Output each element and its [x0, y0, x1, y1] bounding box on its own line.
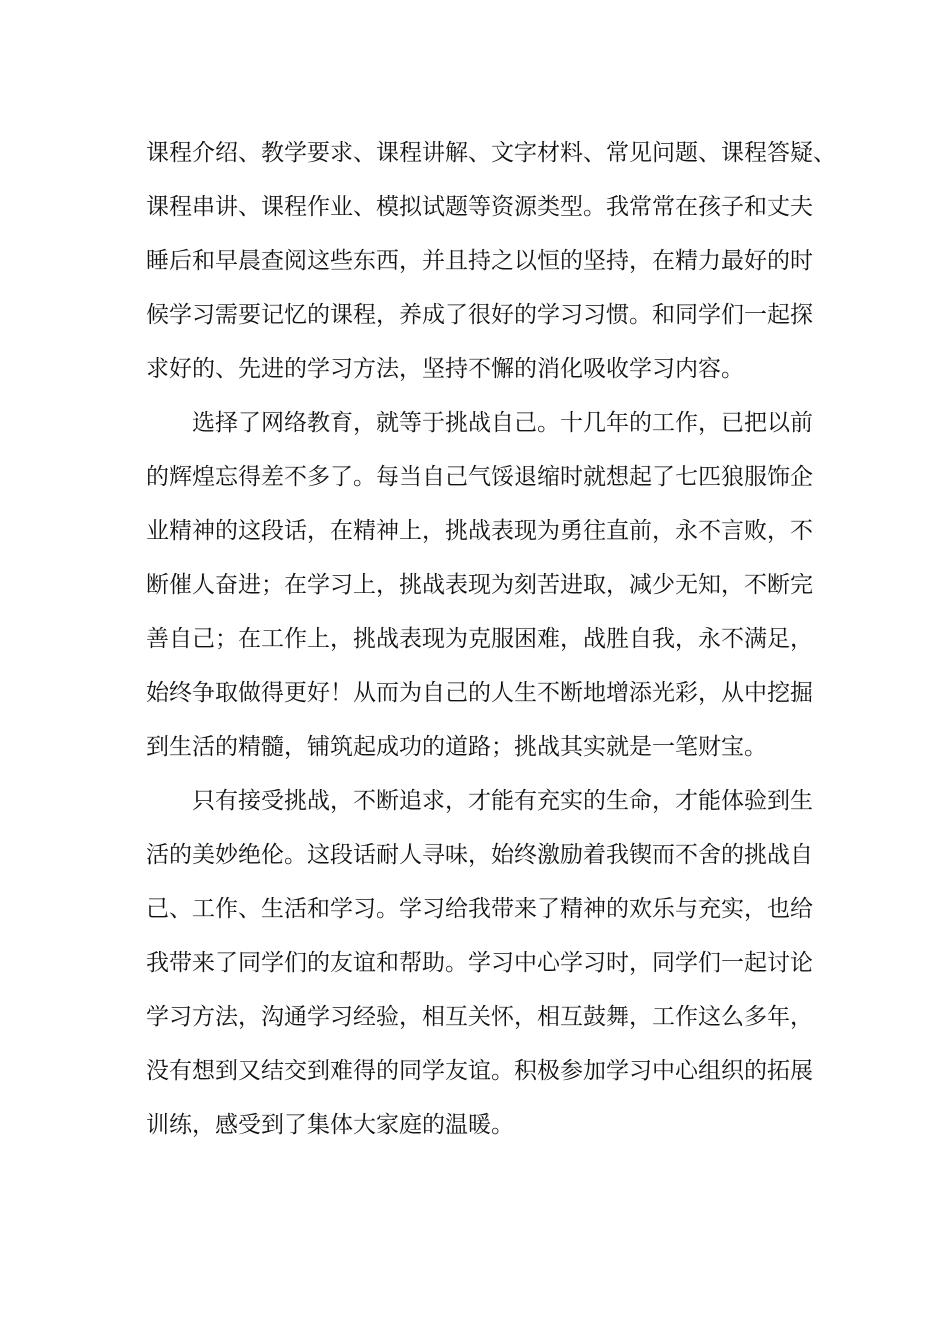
text-line: 求好的、先进的学习方法，坚持不懈的消化吸收学习内容。 [146, 356, 744, 382]
text-line: 善自己；在工作上，挑战表现为克服困难，战胜自我，永不满足， [146, 626, 813, 652]
text-line: 活的美妙绝伦。这段话耐人寻味，始终激励着我锲而不舍的挑战自 [146, 842, 813, 868]
text-line: 业精神的这段话，在精神上，挑战表现为勇往直前，永不言败，不 [146, 518, 813, 544]
text-line: 的辉煌忘得差不多了。每当自己气馁退缩时就想起了七匹狼服饰企 [146, 464, 813, 490]
text-line: 候学习需要记忆的课程，养成了很好的学习习惯。和同学们一起探 [146, 302, 813, 328]
text-line: 我带来了同学们的友谊和帮助。学习中心学习时，同学们一起讨论 [146, 950, 813, 976]
paragraph-2 [146, 396, 846, 774]
text-line-indented: 只有接受挑战，不断追求，才能有充实的生命，才能体验到生 [192, 788, 813, 814]
document-body [146, 126, 846, 1152]
text-line-indented: 选择了网络教育，就等于挑战自己。十几年的工作，已把以前 [192, 410, 813, 436]
text-line: 课程介绍、教学要求、课程讲解、文字材料、常见问题、课程答疑、 [146, 140, 836, 166]
text-line: 到生活的精髓，铺筑起成功的道路；挑战其实就是一笔财宝。 [146, 734, 767, 760]
text-line: 断催人奋进；在学习上，挑战表现为刻苦进取，减少无知，不断完 [146, 572, 813, 598]
paragraph-1 [146, 126, 846, 396]
text-line: 始终争取做得更好！从而为自己的人生不断地增添光彩，从中挖掘 [146, 680, 813, 706]
text-line: 睡后和早晨查阅这些东西，并且持之以恒的坚持，在精力最好的时 [146, 248, 813, 274]
text-line: 学习方法，沟通学习经验，相互关怀，相互鼓舞，工作这么多年， [146, 1004, 813, 1030]
text-line: 训练，感受到了集体大家庭的温暖。 [146, 1112, 514, 1138]
text-line: 没有想到又结交到难得的同学友谊。积极参加学习中心组织的拓展 [146, 1058, 813, 1084]
text-line: 己、工作、生活和学习。学习给我带来了精神的欢乐与充实，也给 [146, 896, 813, 922]
text-line: 课程串讲、课程作业、模拟试题等资源类型。我常常在孩子和丈夫 [146, 194, 813, 220]
paragraph-3 [146, 774, 846, 1152]
